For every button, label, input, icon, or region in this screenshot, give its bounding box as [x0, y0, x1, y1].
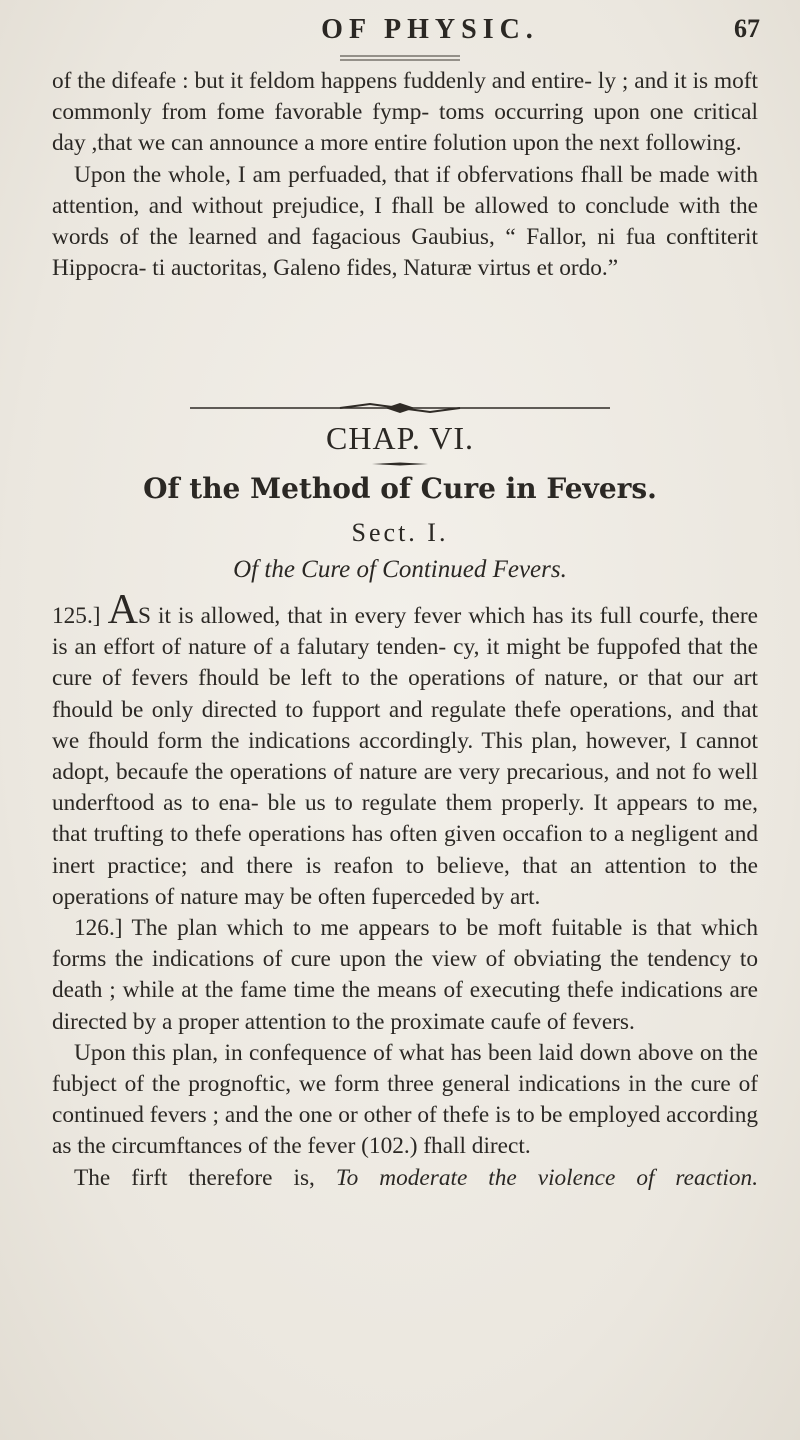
chapter-heading: Of the Method of Cure in Fevers. [143, 472, 657, 505]
chapter-rule [372, 462, 428, 466]
running-head [0, 14, 800, 50]
indication-lead: The firft therefore is, [74, 1164, 315, 1191]
head-ornament-rule [340, 54, 460, 62]
continuation-text [52, 66, 758, 284]
continuation-paragraph-2: Upon the whole, I am perfuaded, that if obfervations fhall be made with attention, and without prejudice, I fhall be allowed to conclude with the words of the learned and fagacious Gaubius, “ Fallor, ni fua conftiterit Hippocra- ti auctoritas, Galeno fides, Naturæ virtus et ordo.” [52, 161, 758, 282]
paragraph-126 [52, 913, 758, 1038]
paragraph-125 [52, 587, 758, 913]
indication-italic: To moderate the violence of reaction. [335, 1164, 759, 1191]
paragraph-number: 125.] [52, 603, 101, 629]
page-number: 67 [734, 14, 760, 43]
ornamental-divider [190, 402, 610, 414]
section-body [52, 587, 759, 1194]
chapter-title: CHAP. VI. [326, 420, 474, 456]
paragraph-125-text: S it is allowed, that in every fever which has its full courfe, there is an effort of nature of a falutary tenden- cy, it might be fuppofed that the cure of fevers fhould be left to the operations of nature, or that our art fhould be only directed to fupport and regulate thefe operations, and that we fhould form the indications accordingly. This plan, however, I cannot adopt, becaufe the operations of nature are very precarious, and not fo well underftood as to ena- ble us to regulate them properly. It appears to me, that trufting to thefe operations has often given occafion to a negligent and inert practice; and there is reafon to believe, that an attention to the operations of nature may be often fuperceded by art. [52, 603, 758, 910]
paragraph-126-text: The plan which to me appears to be moft fuitable is that which forms the indications of cure upon the view of obviating the tendency to death ; while at the fame time the means of executing thefe indications are directed by a proper attention to the proximate caufe of fevers. [52, 915, 758, 1035]
drop-initial: A [107, 587, 138, 633]
paragraph-number: 126.] [74, 915, 123, 942]
section-heading: Sect. I. [351, 518, 449, 547]
continuation-paragraph-1: of the difeafe : but it feldom happens fuddenly and entire- ly ; and it is moft commonly from fome favorable fymp- toms occurring upon one critical day ,that we can announce a more entire folution upon the next following. [52, 68, 758, 157]
running-head-title: OF PHYSIC. [321, 14, 539, 45]
paragraph-indication [52, 1163, 758, 1194]
paragraph-126-continued: Upon this plan, in confequence of what has been laid down above on the fubject of the prognoftic, we form three general indications in the cure of continued fevers ; and the one or other of thefe is to be employed according as the circumftances of the fever (102.) fhall direct. [52, 1039, 758, 1160]
section-subtitle: Of the Cure of Continued Fevers. [233, 556, 567, 583]
